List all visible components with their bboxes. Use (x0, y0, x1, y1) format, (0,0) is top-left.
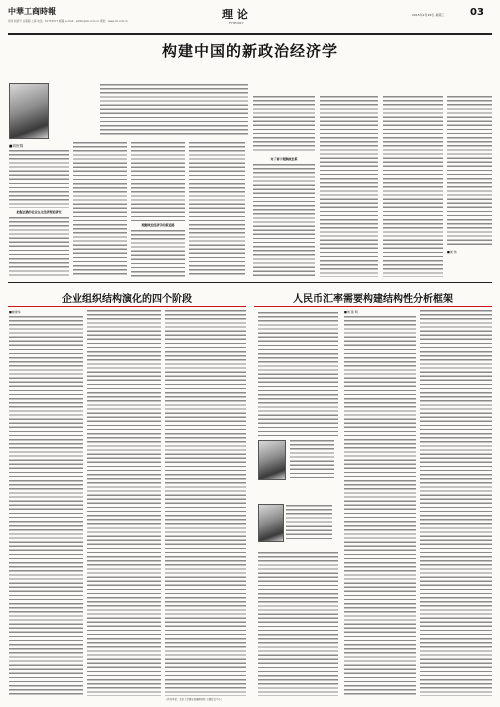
br-caption-2 (286, 505, 332, 541)
author-portrait-top (9, 83, 49, 139)
top-col-3b (131, 230, 185, 277)
bl-col-3 (165, 310, 246, 696)
author-portrait-bottom-1 (258, 440, 286, 480)
br-col-left-bottom (258, 552, 338, 696)
date-line: 2015年2月18日 星期三 (412, 13, 445, 17)
bottom-left-title: 企业组织结构演化的四个阶段 (62, 294, 192, 305)
top-col-5 (253, 96, 315, 152)
top-byline-1: ■刘世锦 (9, 144, 24, 148)
top-article-title: 构建中国的新政治经济学 (161, 42, 338, 60)
bottom-right-title: 人民币汇率需要构建结构性分析框架 (293, 294, 453, 305)
page-number: 03 (470, 7, 484, 18)
section-divider (8, 282, 492, 283)
top-col-3 (131, 142, 185, 222)
top-col-2 (73, 142, 127, 277)
bottom-right-byline: ■刘 锋 明 (344, 310, 358, 314)
br-col-2 (344, 316, 416, 696)
header-info: 创刊 改版号 总第期 上海 电话：51751577 邮箱 e-mail：editor@cb.com.cn 网址：www.cb.com.cn (8, 20, 129, 23)
bottom-left-rule (8, 306, 246, 307)
top-byline-2: ■刘 伟 (447, 250, 457, 254)
top-col-7 (383, 96, 443, 277)
bl-col-2 (87, 310, 161, 696)
footer-note: （作者单位：北京大学国家发展研究院 金融投资中心） (165, 698, 224, 701)
top-subheading-1: 把握正确的社会主义经济理论研究 (16, 210, 62, 214)
bottom-left-byline: ■姚建华 (9, 310, 21, 314)
masthead-rule (8, 33, 492, 35)
top-col-4 (189, 142, 245, 277)
section-title-en: THEORY (229, 21, 245, 25)
top-col-6 (320, 96, 378, 277)
bl-col-1 (9, 316, 83, 696)
top-col-1 (9, 150, 69, 208)
bottom-right-rule (254, 306, 492, 307)
section-title: 理 论 (222, 8, 248, 21)
author-portrait-bottom-2 (258, 504, 284, 542)
top-col-8 (447, 96, 492, 246)
paper-name: 中華工商時報 (8, 7, 56, 16)
br-caption-1 (290, 440, 334, 480)
top-intro-text (100, 84, 248, 136)
top-col-5b (253, 164, 315, 277)
masthead (8, 6, 492, 32)
br-col-3 (420, 310, 492, 696)
top-subheading-3: 理解政治经济学的新进路 (141, 223, 175, 227)
br-col-left (258, 312, 338, 436)
top-col-1b (9, 217, 69, 277)
top-subheading-2: 对了要下理顺政治系 (270, 157, 298, 161)
